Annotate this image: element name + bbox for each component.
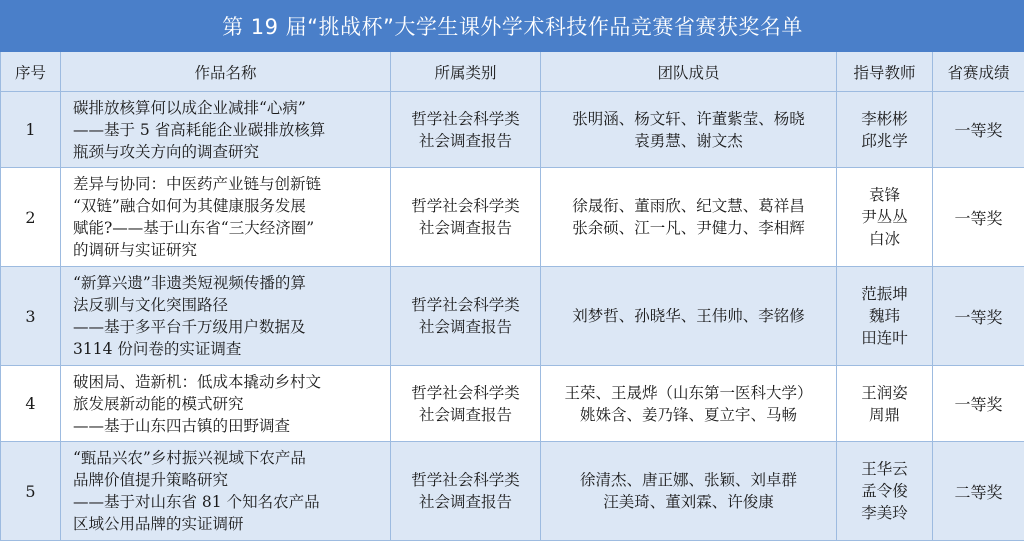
col-header-work: 作品名称 [61,52,391,92]
team-members [541,267,837,366]
advisors [837,267,933,366]
advisors-line: 王润姿 [861,383,908,402]
team-members-line: 汪美琦、董刘霖、许俊康 [603,493,774,511]
advisors-line: 田连叶 [861,329,908,347]
advisors [837,168,933,267]
work-title-line: 差异与协同：中医药产业链与创新链 [73,175,322,193]
table-row [1,366,1024,442]
work-title-line: ——基于对山东省 81 个知名农产品 [73,493,320,511]
row-number: 5 [1,442,61,541]
award-result: 一等奖 [933,267,1024,366]
work-title-line: 的调研与实证研究 [73,241,198,259]
work-title-line: 破困局、造新机：低成本撬动乡村文 [73,372,322,391]
team-members-line: 张余硕、江一凡、尹健力、李相辉 [572,219,805,237]
team-members-line: 张明涵、杨文轩、许董紫莹、杨晓 [572,109,805,128]
table-title: 第 19 届“挑战杯”大学生课外学术科技作品竞赛省赛获奖名单 [1,1,1024,52]
team-members-line: 袁勇慧、谢文杰 [634,131,743,150]
team-members [541,366,837,442]
work-title-line: ——基于山东四古镇的田野调查 [73,416,291,435]
category-line: 社会调查报告 [418,131,512,150]
advisors-line: 邱兆学 [861,131,908,150]
advisors-line: 王华云 [861,460,908,478]
advisors [837,366,933,442]
advisors-line: 李彬彬 [861,109,908,128]
col-header-members: 团队成员 [541,52,837,92]
category-line: 社会调查报告 [418,405,512,424]
col-header-no: 序号 [1,52,61,92]
advisors-line: 孟令俊 [861,482,908,500]
work-title-line: 品牌价值提升策略研究 [73,471,229,489]
work-title-line: 法反驯与文化突围路径 [73,296,229,314]
row-number: 1 [1,92,61,168]
category-line: 哲学社会科学类 [411,109,520,128]
advisors-line: 白冰 [868,230,900,248]
table-row [1,442,1024,541]
work-title [61,442,391,541]
work-title-line: ——基于多平台千万级用户数据及 [73,318,306,336]
team-members [541,92,837,168]
award-result: 一等奖 [933,168,1024,267]
advisors-line: 魏玮 [868,307,900,325]
work-title-line: 瓶颈与攻关方向的调查研究 [73,142,260,161]
team-members-line: 姚姝含、姜乃锋、夏立宇、马畅 [579,405,797,424]
work-title-line: 3114 份问卷的实证调查 [73,340,242,358]
category [391,92,541,168]
work-title-line: “甄品兴农”乡村振兴视域下农产品 [73,449,306,467]
award-result: 一等奖 [933,366,1024,442]
category [391,267,541,366]
advisors-line: 周鼎 [868,405,900,424]
category-line: 哲学社会科学类 [411,383,520,402]
work-title [61,92,391,168]
award-result: 一等奖 [933,92,1024,168]
category [391,366,541,442]
advisors-line: 范振坤 [861,285,908,303]
category-line: 哲学社会科学类 [411,197,520,215]
table-row [1,92,1024,168]
work-title-line: ——基于 5 省高耗能企业碳排放核算 [73,120,326,139]
award-result: 二等奖 [933,442,1024,541]
team-members-line: 王荣、王晟烨（山东第一医科大学） [564,383,813,402]
work-title [61,267,391,366]
header-row [1,52,1024,92]
category-line: 社会调查报告 [418,219,512,237]
work-title-line: 赋能?——基于山东省“三大经济圈” [73,219,315,237]
advisors-line: 李美玲 [861,504,908,522]
category-line: 社会调查报告 [418,318,512,336]
advisors [837,92,933,168]
team-members [541,168,837,267]
advisors-line: 尹丛丛 [861,208,908,226]
category [391,442,541,541]
col-header-award: 省赛成绩 [933,52,1024,92]
col-header-advisor: 指导教师 [837,52,933,92]
work-title [61,168,391,267]
work-title-line: 旅发展新动能的模式研究 [73,394,244,413]
row-number: 3 [1,267,61,366]
team-members-line: 徐清杰、唐正娜、张颖、刘卓群 [579,471,797,489]
team-members-line: 徐晟衔、董雨欣、纪文慧、葛祥昌 [572,197,805,215]
work-title-line: 区域公用品牌的实证调研 [73,515,244,533]
table-row [1,168,1024,267]
advisors-line: 袁锋 [868,186,900,204]
team-members [541,442,837,541]
category-line: 哲学社会科学类 [411,296,520,314]
category-line: 哲学社会科学类 [411,471,520,489]
team-members-line: 刘梦哲、孙晓华、王伟帅、李铭修 [572,307,805,325]
work-title-line: “双链”融合如何为其健康服务发展 [73,197,306,215]
work-title-line: “新算兴遗”非遗类短视频传播的算 [73,274,306,292]
category-line: 社会调查报告 [418,493,512,511]
category [391,168,541,267]
row-number: 2 [1,168,61,267]
work-title [61,366,391,442]
row-number: 4 [1,366,61,442]
advisors [837,442,933,541]
work-title-line: 碳排放核算何以成企业减排“心病” [73,98,306,117]
table-row [1,267,1024,366]
col-header-category: 所属类别 [391,52,541,92]
